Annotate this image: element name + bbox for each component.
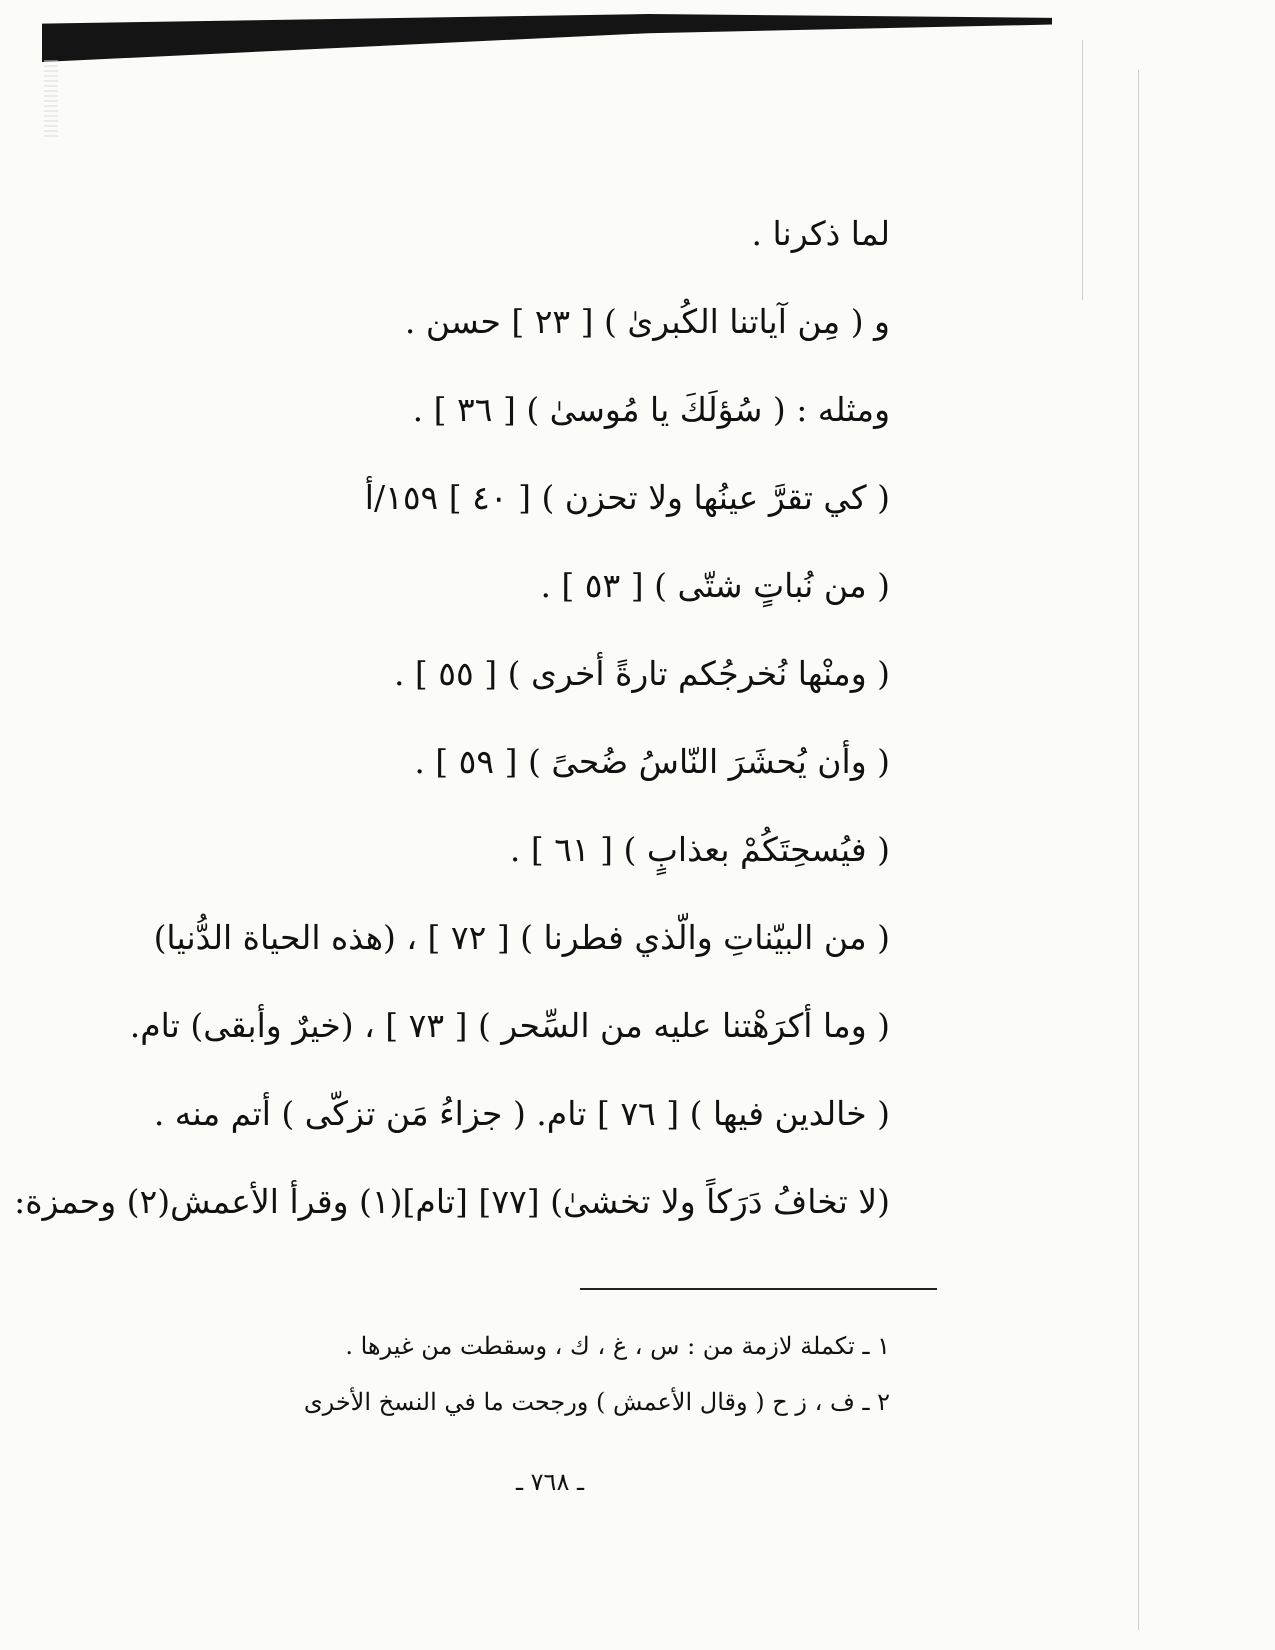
text-line: (لا تخافُ دَرَكاً ولا تخشىٰ) [٧٧] [تام](١) وقرأ الأعمش(٢) وحمزة: xyxy=(14,1182,890,1221)
footnotes xyxy=(200,1318,890,1430)
text-line: ( وأن يُحشَرَ النّاسُ ضُحىً ) [ ٥٩ ] . xyxy=(414,742,890,781)
text-line: و ( مِن آياتنا الكُبرىٰ ) [ ٢٣ ] حسن . xyxy=(404,302,890,341)
text-line: ( من البيّناتِ والّذي فطرنا ) [ ٧٢ ] ، (هذه الحياة الدُّنيا) xyxy=(153,918,890,957)
text-line: ( وما أكرَهْتنا عليه من السِّحر ) [ ٧٣ ] ، (خيرٌ وأبقى) تام. xyxy=(129,1006,890,1045)
scan-edge-shadow xyxy=(42,14,1052,62)
main-text xyxy=(14,190,890,1246)
footnote-divider xyxy=(580,1288,937,1290)
text-line: ( من نُباتٍ شتّى ) [ ٥٣ ] . xyxy=(540,566,890,605)
footnote: ٢ ـ ف ، ز ح ( وقال الأعمش ) ورجحت ما في النسخ الأخرى xyxy=(303,1388,890,1416)
margin-line xyxy=(1082,40,1083,300)
text-line: لما ذكرنا . xyxy=(751,214,890,253)
page-number: ـ ٧٦٨ ـ xyxy=(515,1468,584,1496)
text-line: ( فيُسحِتَكُمْ بعذابٍ ) [ ٦١ ] . xyxy=(509,830,890,869)
margin-line xyxy=(1138,70,1139,1630)
text-line: ومثله : ( سُؤلَكَ يا مُوسىٰ ) [ ٣٦ ] . xyxy=(412,390,890,429)
text-line: ( خالدين فيها ) [ ٧٦ ] تام. ( جزاءُ مَن تزكّى ) أتم منه . xyxy=(153,1094,890,1133)
footnote: ١ ـ تكملة لازمة من : س ، غ ، ك ، وسقطت من غيرها . xyxy=(345,1332,890,1360)
scan-noise xyxy=(44,60,58,140)
text-line: ( ومنْها نُخرجُكم تارةً أخرى ) [ ٥٥ ] . xyxy=(393,654,890,693)
text-line: ( كي تقرَّ عينُها ولا تحزن ) [ ٤٠ ] ١٥٩/أ xyxy=(364,478,890,517)
